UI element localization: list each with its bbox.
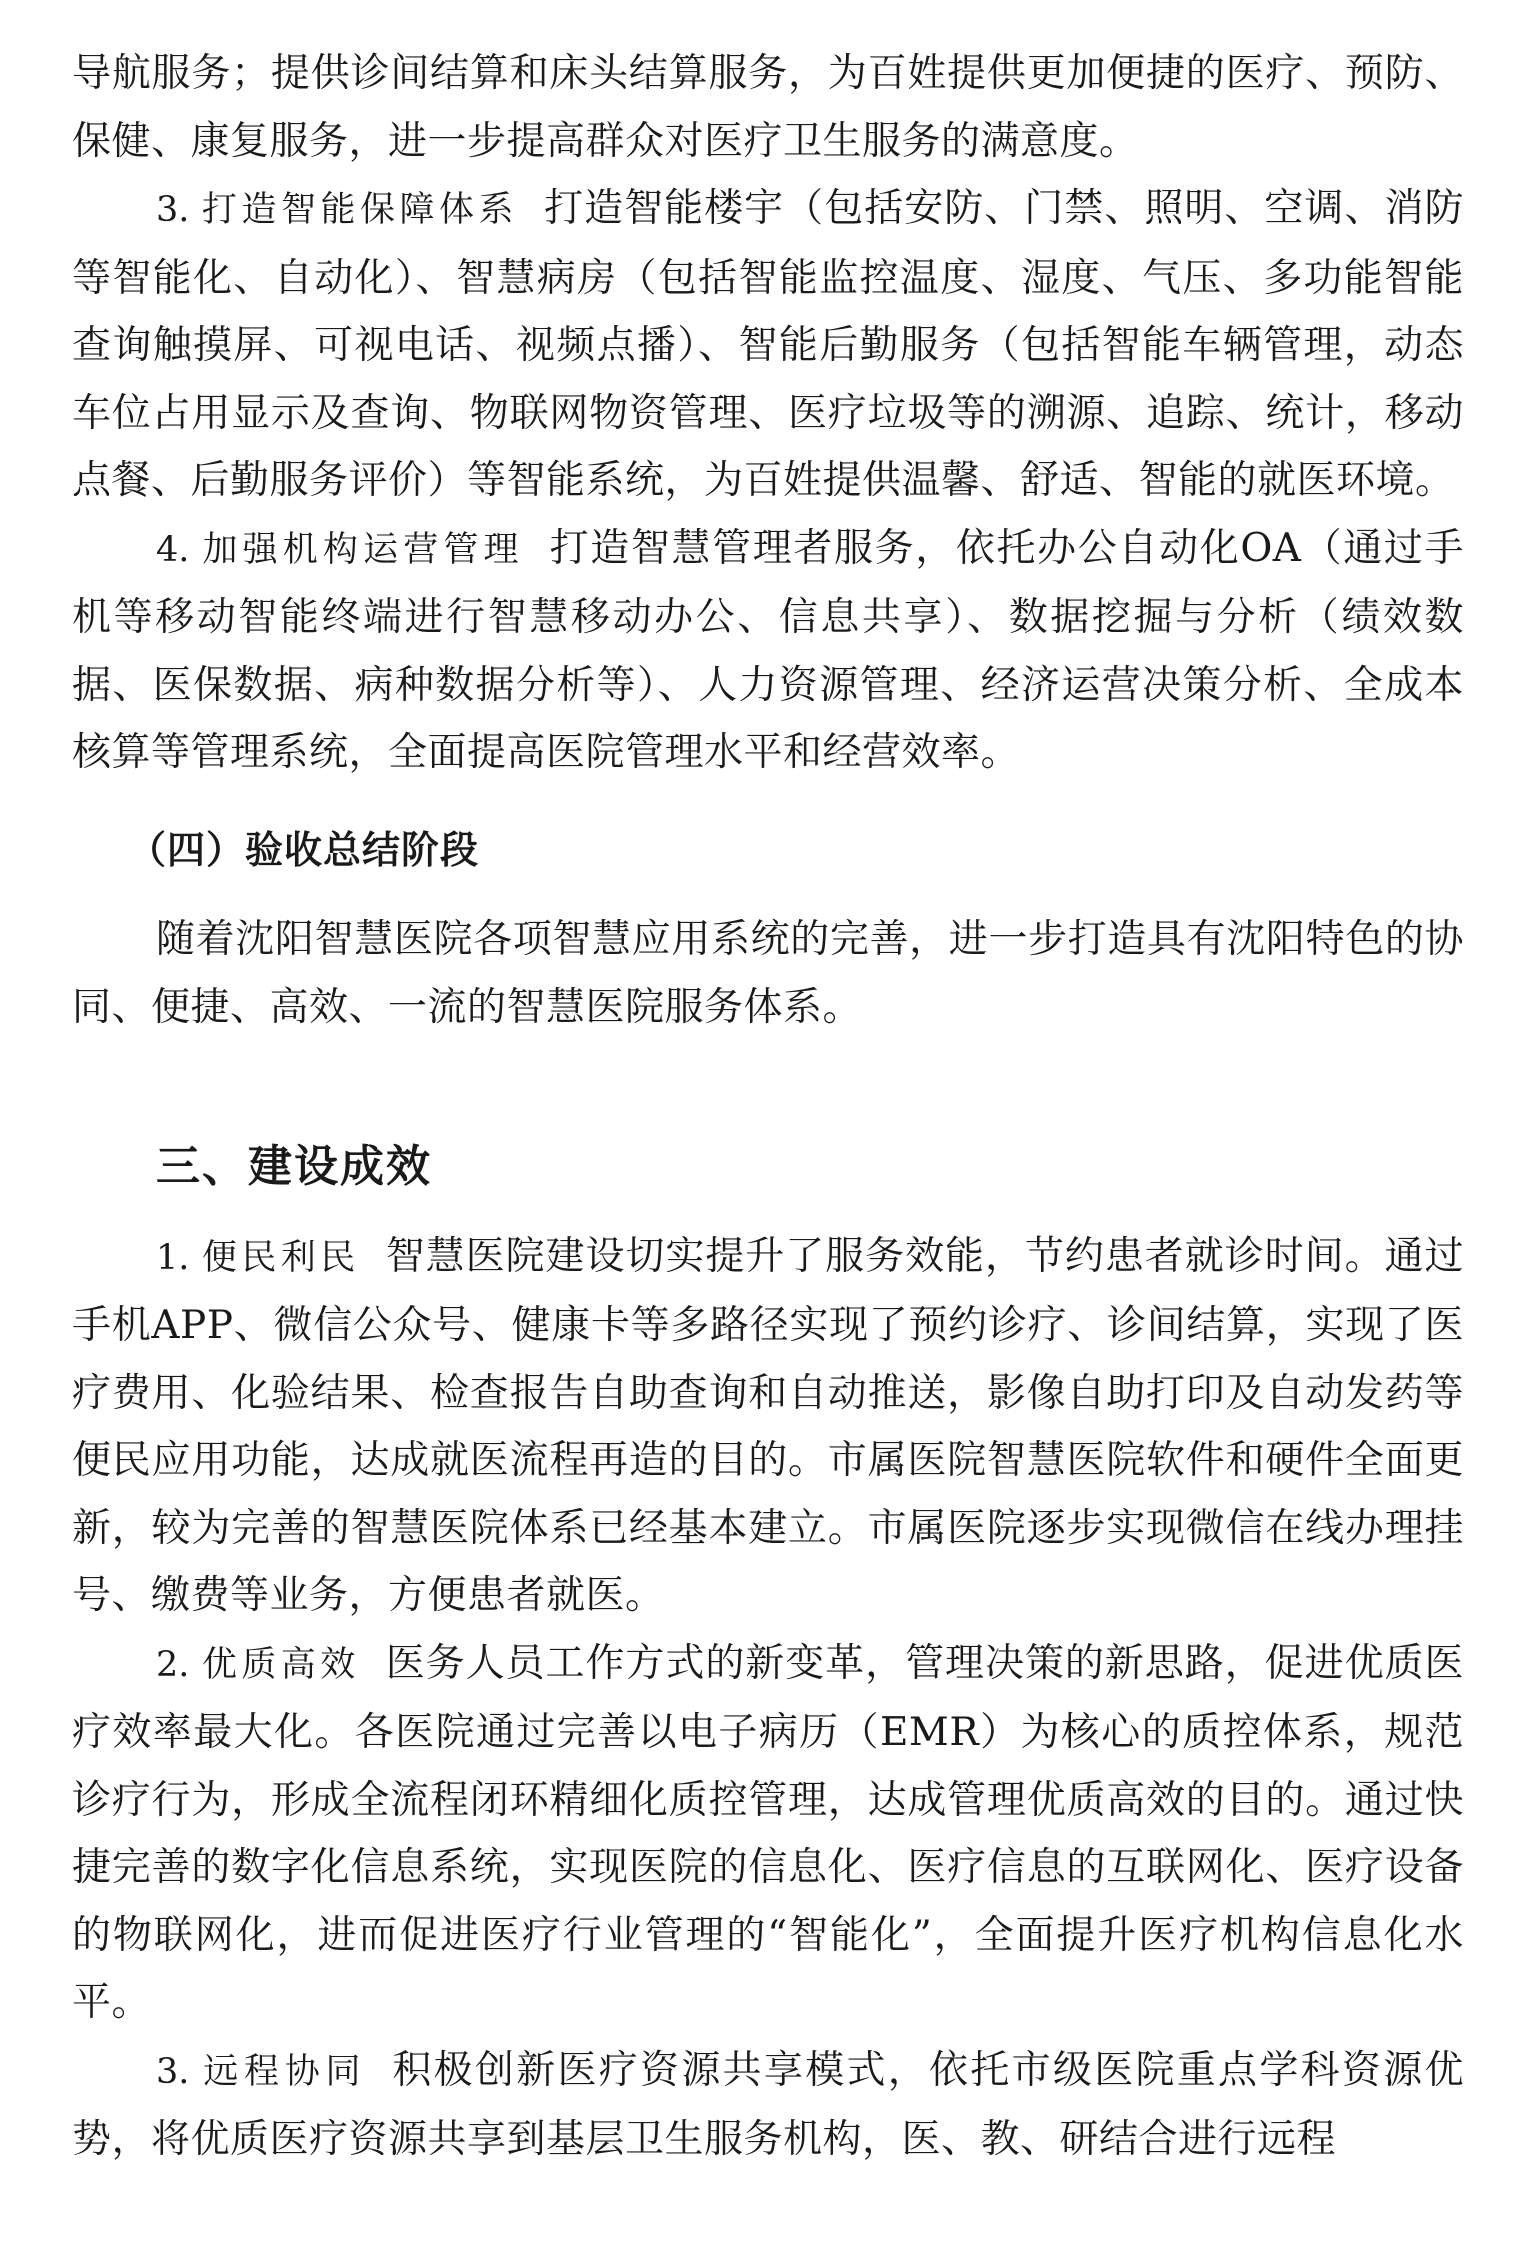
section-heading: 三、建设成效	[156, 1141, 432, 1192]
paragraph-title: 打造智能保障体系	[201, 190, 519, 230]
paragraph-remote-collaboration	[72, 2037, 1464, 2174]
paragraph-lead	[156, 190, 518, 230]
document-page	[72, 40, 1464, 2174]
paragraph-lead	[156, 1238, 360, 1278]
paragraph-smart-support	[72, 175, 1464, 515]
paragraph-continuation: 导航服务；提供诊间结算和床头结算服务，为百姓提供更加便捷的医疗、预防、保健、康复服务，进一步提高群众对医疗卫生服务的满意度。	[72, 51, 1464, 164]
subsection-heading: （四）验收总结阶段	[128, 827, 480, 872]
paragraph-acceptance-summary: 随着沈阳智慧医院各项智慧应用系统的完善，进一步打造具有沈阳特色的协同、便捷、高效、一流的智慧医院服务体系。	[72, 917, 1464, 1030]
paragraph-number: 4.	[156, 529, 190, 570]
spacer	[72, 1201, 1464, 1223]
paragraph-title: 加强机构运营管理	[201, 529, 524, 570]
paragraph-body: 智慧医院建设切实提升了服务效能，节约患者就诊时间。通过手机APP、微信公众号、健康卡等多路径实现了预约诊疗、诊间结算，实现了医疗费用、化验结果、检查报告自助查询和自动推送，影像自助打印及自动发药等便民应用功能，达成就医流程再造的目的。市属医院智慧医院软件和硬件全面更新，较为完善的智慧医院体系已经基本建立。市属医院逐步实现微信在线办理挂号、缴费等业务，方便患者就医。	[72, 1233, 1464, 1618]
paragraph-body: 打造智慧管理者服务，依托办公自动化OA（通过手机等移动智能终端进行智慧移动办公、信息共享）、数据挖掘与分析（绩效数据、医保数据、病种数据分析等）、人力资源管理、经济运营决策分析、全成本核算等管理系统，全面提高医院管理水平和经营效率。	[72, 525, 1464, 775]
paragraph-convenience	[72, 1223, 1464, 1630]
paragraph-number: 3.	[156, 2051, 190, 2092]
paragraph-title: 远程协同	[201, 2051, 367, 2092]
paragraph-operations-management	[72, 515, 1464, 787]
spacer	[72, 787, 1464, 817]
paragraph-body: 医务人员工作方式的新变革，管理决策的新思路，促进优质医疗效率最大化。各医院通过完善以电子病历（EMR）为核心的质控体系，规范诊疗行为，形成全流程闭环精细化质控管理，达成管理优质高效的目的。通过快捷完善的数字化信息系统，实现医院的信息化、医疗信息的互联网化、医疗设备的物联网化，进而促进医疗行业管理的“智能化”，全面提升医疗机构信息化水平。	[72, 1640, 1464, 2025]
spacer	[72, 1041, 1464, 1133]
paragraph-number: 3.	[156, 190, 190, 230]
paragraph-lead	[156, 2052, 366, 2092]
paragraph-number: 2.	[156, 1644, 190, 1685]
spacer	[72, 884, 1464, 906]
paragraph-lead	[156, 530, 524, 570]
paragraph-body: 积极创新医疗资源共享模式，依托市级医院重点学科资源优势，将优质医疗资源共享到基层卫生服务机构，医、教、研结合进行远程	[72, 2047, 1464, 2162]
paragraph-title: 优质高效	[201, 1644, 360, 1685]
paragraph-quality-efficiency	[72, 1630, 1464, 2037]
paragraph-lead	[156, 1645, 360, 1685]
paragraph-number: 1.	[156, 1237, 190, 1278]
paragraph-title: 便民利民	[201, 1237, 360, 1278]
paragraph-body: 打造智能楼宇（包括安防、门禁、照明、空调、消防等智能化、自动化）、智慧病房（包括智能监控温度、湿度、气压、多功能智能查询触摸屏、可视电话、视频点播）、智能后勤服务（包括智能车辆管理，动态车位占用显示及查询、物联网物资管理、医疗垃圾等的溯源、追踪、统计，移动点餐、后勤服务评价）等智能系统，为百姓提供温馨、舒适、智能的就医环境。	[72, 186, 1464, 503]
